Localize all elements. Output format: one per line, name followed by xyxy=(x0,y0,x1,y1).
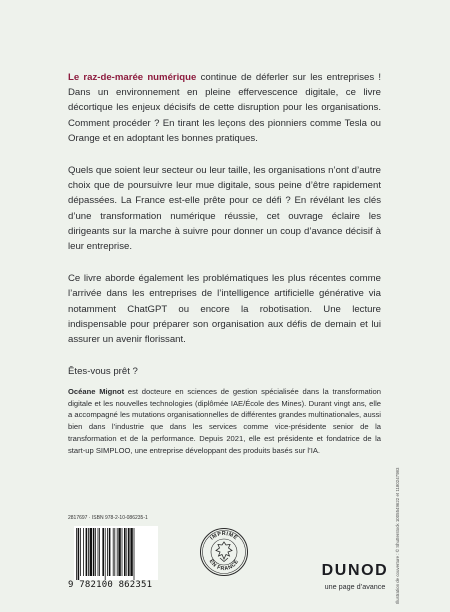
seal-top-text: IMPRIMÉ xyxy=(209,531,239,542)
barcode-bar xyxy=(98,528,99,576)
lead-phrase: Le raz-de-marée numérique xyxy=(68,72,197,83)
barcode-bar xyxy=(117,528,118,576)
publisher-tagline: une page d’avance xyxy=(324,582,386,591)
barcode-bar xyxy=(113,528,114,576)
seal-icon xyxy=(199,527,249,577)
barcode-bars xyxy=(74,526,158,580)
barcode-bar xyxy=(78,528,80,580)
barcode-bar xyxy=(95,528,96,576)
bio-text: est docteure en sciences de gestion spécialisée dans la transformation digitale et les nouvelles technologies (diplômée IAE/École des Mines). Durant vingt ans, elle a accompagné les mutations organisationnelles de différentes grandes multinationales, aussi bien dans l’industrie que dans les services comme vice-présidente senior de la transformation et de la performance. Depuis 2021, elle est présidente et fondatrice de la start-up SIMPLOO, une entreprise développant des produits basés sur l’IA. xyxy=(68,387,381,455)
barcode-icon xyxy=(74,526,158,580)
author-bio xyxy=(68,386,381,456)
paragraph-intro xyxy=(68,70,381,146)
barcode-bar xyxy=(76,528,77,580)
barcode-bar xyxy=(114,528,115,576)
svg-text:IMPRIMÉ xyxy=(209,531,240,541)
barcode-bar xyxy=(128,528,130,576)
paragraph-context: Quels que soient leur secteur ou leur taille, les organisations n’ont d’autre choix que de poursuivre leur mue digitale, sous peine d’être rapidement dépassées. La France est-elle prête pour ce défi ? En révélant les clés d’une transformation numérique réussie, cet ouvrage éclaire les dirigeants sur la marche à suivre pour donner un coup d’avance décisif à leur entreprise. xyxy=(68,165,381,253)
barcode-bar xyxy=(107,528,108,576)
barcode-bar xyxy=(86,528,88,576)
barcode-bar xyxy=(122,528,123,576)
barcode-bar xyxy=(90,528,92,576)
cover-credit-text: Illustration de couverture : © Shutterstock 1005549622 et 1180247983 xyxy=(395,467,400,604)
barcode-bar xyxy=(134,528,135,580)
author-name: Océane Mignot xyxy=(68,387,125,396)
barcode-bar xyxy=(124,528,126,576)
isbn-line: 2817697 · ISBN 978-2-10-086235-1 xyxy=(68,515,148,521)
imprime-en-france-seal xyxy=(199,527,249,577)
barcode-bar xyxy=(102,528,104,576)
blurb xyxy=(68,70,381,394)
publisher-name: DUNOD xyxy=(321,562,389,579)
paragraph-question: Êtes-vous prêt ? xyxy=(68,366,138,378)
barcode-bar xyxy=(93,528,95,576)
barcode-bar xyxy=(88,528,89,576)
barcode-bar xyxy=(105,528,106,580)
intro-text: continue de déferler sur les entreprises ! Dans un environnement en pleine effervescence digitale, ce livre décortique les enjeux décisifs de cette disruption pour les organisations. Comment procéder ? En tirant les leçons des pionniers comme Tesla ou Orange et en adoptant les bonnes pratiques. xyxy=(68,72,381,144)
barcode-digits: 9 782100 862351 xyxy=(68,580,153,590)
bio-paragraph xyxy=(68,386,381,456)
barcode-bar xyxy=(126,528,127,576)
cover-credit xyxy=(395,467,405,606)
barcode-bar xyxy=(99,528,100,576)
paragraph-topics: Ce livre aborde également les problématiques les plus récentes comme l’arrivée dans les entreprises de l’intelligence artificielle générative via notamment ChatGPT ou encore la robotisation. Une lecture indispensable pour préparer son organisation aux défis de demain et lui assurer un avenir florissant. xyxy=(68,273,381,346)
barcode-bar xyxy=(109,528,111,576)
barcode-bar xyxy=(118,528,120,576)
barcode-bar xyxy=(80,528,81,576)
seal-bottom-text: EN FRANCE xyxy=(207,558,241,573)
barcode-bar xyxy=(130,528,132,576)
barcode-bar xyxy=(83,528,84,576)
publisher-logo xyxy=(315,563,395,591)
